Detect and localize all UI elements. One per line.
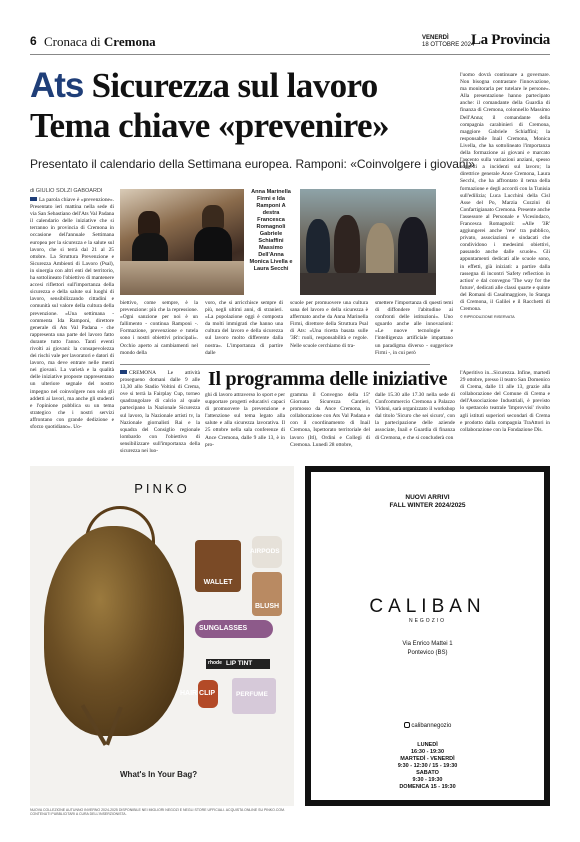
photo-caption: Anna Marinella Firmi e Ida Ramponi A destra Francesca Romagnoli Gabriele Schiaffini Massimo Dell'Anna Monica Livella e Laura Secchi	[249, 189, 293, 272]
handbag-image	[44, 526, 184, 736]
airpods-item	[252, 536, 282, 568]
airpods-label: AIRPODS	[250, 548, 280, 555]
headline-kicker: Ats	[30, 66, 84, 105]
hair-clip-label: HAIR CLIP	[180, 690, 215, 697]
section-prefix: Cronaca di	[44, 34, 101, 49]
caliban-logo: CALIBAN	[369, 596, 486, 617]
copyright-note: © RIPRODUZIONE RISERVATA	[460, 315, 515, 320]
article-byline: di GIULIO SOLZI GABOARDI	[30, 188, 103, 194]
sunglasses-item	[195, 620, 273, 638]
article-column-4: scuole per promuovere una cultura sana del lavoro e della sicurezza è affermato anche da Anna Marinella Firmi, direttore della Struttura Psal di Ats: «Una ricetta basata sulle '3R': ruoli, responsabilità e regole. Nelle scuole cerchiamo di tra-	[290, 300, 368, 349]
masthead-logo: La Provincia	[470, 32, 550, 48]
photo-officials-left	[120, 189, 244, 295]
article-column-6	[460, 72, 550, 352]
program-column-1	[120, 370, 200, 462]
program-column-2: ghi di lavoro attraverso lo sport e per supportare progetti educativi capaci di promuovere la prevenzione e l'attenzione sul tema legato alla salute e alla sicurezza lavorativa. Il 25 ottobre nella sala conferenze di Ance Cremona, dalle 9 alle 13, è in pro-	[205, 392, 285, 448]
instagram-icon	[404, 722, 410, 728]
ad-tagline: What's In Your Bag?	[120, 770, 198, 779]
hours-line: LUNEDÌ	[417, 742, 438, 748]
headline-line1: Sicurezza sul lavoro	[91, 66, 378, 105]
photo-officials-right	[300, 189, 436, 295]
bullet-icon	[120, 370, 127, 374]
instagram-handle	[311, 722, 544, 729]
hours-line: 9:30 - 19:30	[412, 777, 443, 783]
hours-line: 9:30 - 12:30 / 15 - 19:30	[397, 763, 458, 769]
headline-line2: Tema chiave «prevenire»	[30, 106, 389, 145]
section-title	[44, 34, 156, 50]
sunglasses-label: SUNGLASSES	[199, 625, 248, 632]
pinko-footnote: NUOVA COLLEZIONE AUTUNNO INVERNO 2024-2025 DISPONIBILE NEI MIGLIORI NEGOZI E NEGLI STORE UFFICIALI. ACQUISTA ONLINE SU PINKO.COM. CONTENUTI PUBBLICITARI A CURA DELL'INSERZIONISTA.	[30, 808, 285, 817]
perfume-item	[232, 678, 276, 714]
article-subhead: Presentato il calendario della Settimana europea. Ramponi: «Coinvolgere i giovani»	[30, 157, 475, 171]
wallet-label: WALLET	[203, 579, 233, 586]
article-column-2: biettivo, come sempre, è la prevenzione: più che la repressione. «Ogni sanzione per noi è un fallimento - continua Ramponi -. Formazione, prevenzione e tutela sono i nostri obiettivi principali». Occhio aperto ai cambiamenti nel mondo della	[120, 300, 198, 356]
program-column-5: l'Aperitivo in...Sicurezza. Infine, martedì 29 ottobre, presso il teatro San Domenico di Crema, dalle 11 alle 13, grazie alla collaborazione del Comune di Crema e dell'Associazione Industriali, è previsto lo spettacolo teatrale 'Improvvisi' rivolto agli istituti superiori secondari di Crema e prodotto dalla compagnia TraAttori in collaborazione con la Fondazione Dìs.	[460, 370, 550, 433]
page-header	[30, 34, 550, 50]
header-rule	[30, 54, 550, 55]
program-column-4: dalle 15.30 alle 17.30 nella sede di Confcommercio Cremona a Palazzo Vidoni, sarà organizzato il workshop dal titolo 'Sicuro che sei sicuro', con la partecipazione delle aziende associate, Inail e Guardia di finanza di Cremona, e che si concluderà con	[375, 392, 455, 441]
caliban-address	[311, 640, 544, 658]
hours-line: 16:30 - 19:30	[410, 749, 445, 755]
address-line1: Via Enrico Mattei 1	[402, 641, 453, 647]
caliban-advertisement	[305, 466, 550, 806]
lip-tint-brand: rhode	[208, 660, 222, 666]
blush-item	[252, 572, 282, 616]
article-column-5: smettere l'importanza di questi temi di diffondere l'abitudine ai confronti delle istituzioni». Uno sguardo anche alle innovazioni: «Le nuove tecnologie e l'intelligenza artificiale impattano un paradigma diverso - suggerisce Firmi -, in cui però	[375, 300, 453, 356]
opening-hours	[311, 742, 544, 791]
pinko-advertisement	[30, 466, 294, 806]
weekday: VENERDÌ	[422, 35, 449, 41]
bullet-icon	[30, 197, 37, 201]
hours-line: MARTEDÌ - VENERDÌ	[400, 756, 455, 762]
pinko-logo: PINKO	[134, 481, 190, 496]
page-number: 6	[30, 34, 37, 48]
article-column-6-text: l'uomo dovrà continuare a governare. Non bisogna contrastare l'innovazione, ma monitorarla per tutelare le persone». Alla presentazione hanno partecipato anche: il comandante della Guardia di finanza di Cremona, colonnello Massimo Dell'Anna; il comandante della compagnia carabinieri di Cremona, maggiore Gabriele Schiaffini; la responsabile Inail Cremona, Monica Livella, che ha sottolineato l'importanza della formazione ai giovani e marcato l'accento sulla variazioni anziani, spesso soggetti a incidenti sul lavoro; la direttrice generale Ance Cremona, Laura Secchi, che ha affrontato il tema della formazione e degli accordi con la Tunisia sull'edilizia; Luca Lucchini della Cisl Asse del Po, Marzia Cozzini di Confartigianato Cremona. Presente anche l'assessore al Personale e Vicesindaco, Francesca Romagnoli: «Alle '3R' aggiungerei anche 'rete' tra pubblico, privato, associazioni e sindacati che condividono i medesimi obiettivi, passando anche dalle scuole». Gli appuntamenti dedicati alle scuole sono, in effetti, già iniziati: a partire dalla rassegna di incontri 'Safety reflection in action' e dal convegno 'The way for the future', dedicati alle classi quarte e quinte del Romani di Casalmaggiore, lo Stanga di Cremona, il Galilei e il Racchetti di Cremona.	[460, 72, 550, 313]
section-rule	[120, 364, 430, 365]
wallet-item	[195, 540, 241, 592]
instagram-text: calibannegozio	[411, 723, 452, 729]
lip-tint-item	[206, 659, 270, 669]
caliban-headline-line2: FALL WINTER 2024/2025	[389, 502, 466, 509]
caliban-headline-line1: NUOVI ARRIVI	[405, 494, 450, 501]
hair-clip-item	[180, 680, 226, 708]
address-line2: Pontevico (BS)	[407, 650, 448, 656]
lip-tint-label: LIP TINT	[226, 660, 253, 667]
hours-line: SABATO	[416, 770, 439, 776]
article-column-3: voro, che si arricchisce sempre di più, negli ultimi anni, di stranieri. «La popolazione oggi è composta da molti immigrati che hanno una cultura del lavoro e della sicurezza sul lavoro molto differente dalla nostra». L'importanza di partire dalle	[205, 300, 283, 356]
blush-label: BLUSH	[254, 603, 280, 610]
program-column-3: gramma il Convegno della 15ª Giornata Sicurezza Cantieri, promosso da Ance Cremona, in collaborazione con Ats Val Padana e con il coordinamento di Inail Cremona, Ispettorato territoriale del lavoro (Itl), Ordini e Collegi di Cremona. Lunedì 28 ottobre,	[290, 392, 370, 448]
date: 18 OTTOBRE 2024	[422, 42, 475, 48]
perfume-label: PERFUME	[236, 691, 268, 698]
program-column-1-text: CREMONA Le attività prosegueno domani dalle 9 alle 13,30 allo Stadio Voltini di Crema, ove si terrà la Fairplay Cup, torneo quadrangolare di calcio al quale partecipano la Nazionale Sicurezza sul lavoro, la Nazionale artisti tv, la Nazionale giornalisti Rai e la squadra del Consiglio regionale lombardo con l'obiettivo di sensibilizzare sull'importanza della sicurezza nei luo-	[120, 370, 200, 455]
program-title: Il programma delle iniziative	[208, 368, 448, 390]
caliban-headline	[311, 494, 544, 510]
section-city: Cremona	[103, 34, 156, 49]
hours-line: DOMENICA 15 - 19:30	[399, 784, 456, 790]
article-column-1-text: La parola chiave è «prevenzione». Presentato ieri mattina nella sede di via San Sebastiano dell'Ats Val Padana il calendario delle iniziative che si terranno in provincia di Cremona in occasione dell'annuale Settimana europea per la sicurezza e la salute sul lavoro, che si terrà dal 21 al 25 ottobre. La Struttura Prevenzione e Sicurezza Ambienti di Lavoro (Psal), in sinergia con altri enti del territorio, ha sottolineato l'obiettivo di mantenere accesi riflettori sull'importanza della sicurezza e della salute sui luoghi di lavoro, sensibilizzando cittadini e comunità sul valore della cultura della prevenzione. «Una settimana - commenta Ida Ramponi, direttore generale di Ats Val Padana - che rappresenta una parte del lavoro fatto durante tutto l'anno. Tanti eventi rivolti ai giovani: la consapevolezza dei rischi vale per lavoratori e datori di lavoro, ma deve entrare nelle menti nei giovani. La varietà e la qualità delle iniziative proposte rappresentano un ulteriore segnale del nostro impegno nel coinvolgere non solo gli addetti ai lavori, ma anche gli studenti e l'opinione pubblica su un tema strategico che i nostri servizi affrontano con grande dedizione e sforzo quotidiano». Uo-	[30, 197, 114, 430]
caliban-subbrand: NEGOZIO	[408, 618, 447, 624]
dateline	[422, 35, 474, 49]
